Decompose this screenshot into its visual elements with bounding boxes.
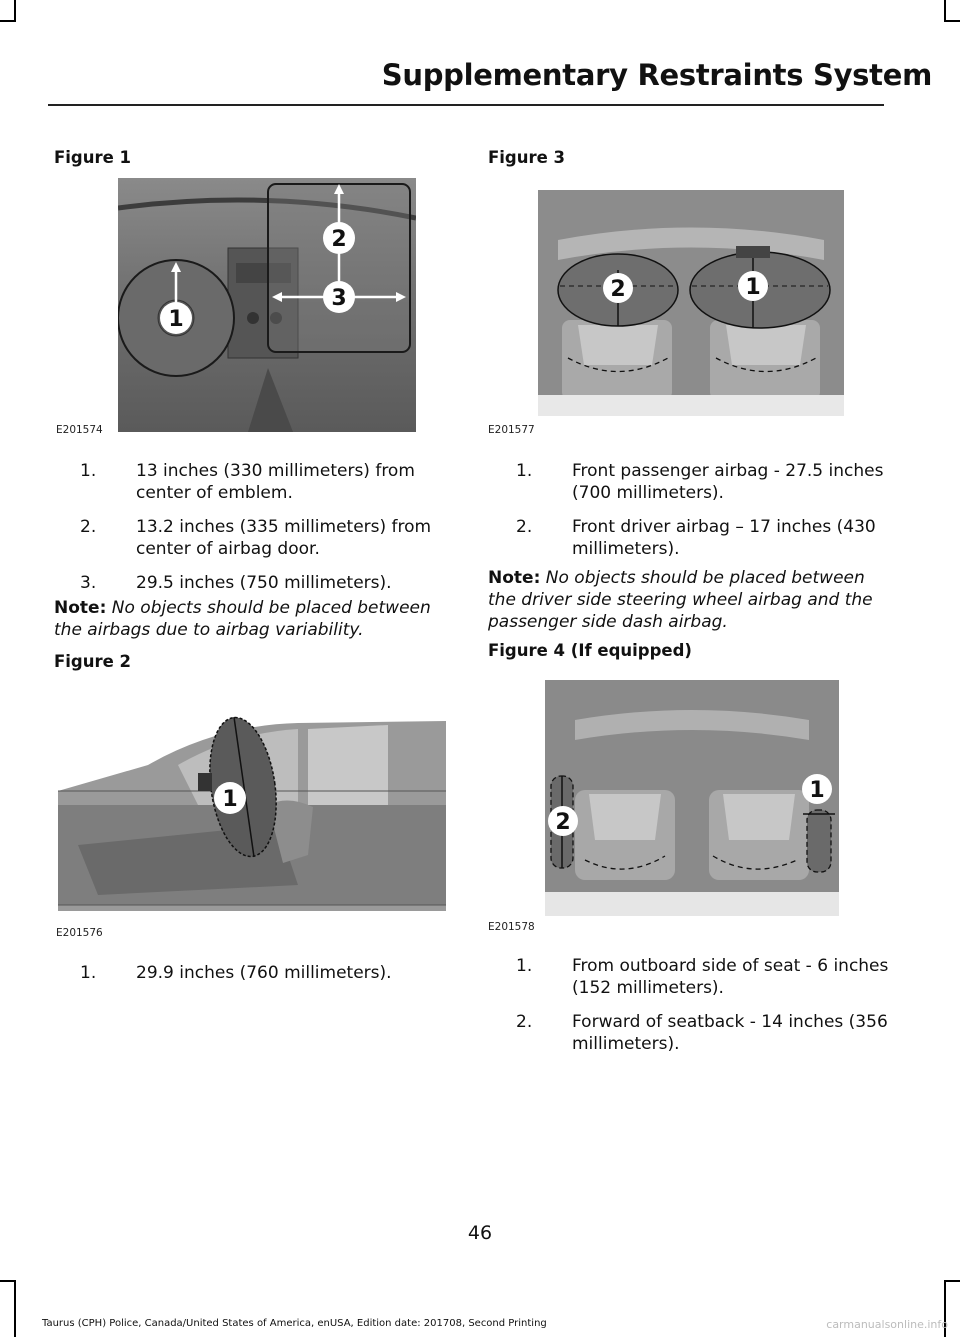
figure-3-callout-2: 2 (610, 277, 626, 302)
list-item: 3. 29.5 inches (750 millimeters). (80, 573, 392, 593)
list-item: 1. From outboard side of seat - 6 inches (152 millimeters). (516, 956, 889, 998)
page-number: 46 (467, 1222, 493, 1244)
figure-3-code: E201577 (488, 424, 535, 436)
figure-1-callout-1: 1 (168, 307, 184, 332)
crop-mark (0, 1280, 16, 1282)
figure-2-title: Figure 2 (54, 652, 132, 671)
figure-4-code: E201578 (488, 921, 535, 933)
figure-4-callout-2: 2 (555, 810, 571, 835)
figure-3-legend (490, 460, 890, 572)
figure-1-callout-3: 3 (331, 286, 347, 311)
figure-2-code: E201576 (56, 927, 103, 939)
watermark: carmanualsonline.info (826, 1318, 948, 1331)
list-item: 2. Front driver airbag – 17 inches (430 millimeters). (516, 517, 876, 559)
figure-4-callout-1: 1 (809, 778, 825, 803)
crop-mark (0, 20, 16, 22)
crop-mark (14, 1280, 16, 1337)
figure-4-illustration (545, 680, 839, 916)
figure-3-illustration (538, 190, 844, 416)
figure-3-callout-1: 1 (745, 275, 761, 300)
figure-2-callout-1: 1 (222, 787, 238, 812)
list-item: 1. Front passenger airbag - 27.5 inches (700 millimeters). (516, 461, 884, 503)
figure-4-legend (490, 955, 890, 1067)
list-item: 2. Forward of seatback - 14 inches (356 millimeters). (516, 1012, 888, 1054)
figure-1-illustration (118, 178, 416, 432)
crop-mark (14, 0, 16, 20)
figure-2-illustration (58, 695, 446, 911)
figure-1-code: E201574 (56, 424, 103, 436)
note-1: Note: No objects should be placed between the airbags due to airbag variability. (54, 598, 431, 640)
figure-3-title: Figure 3 (488, 148, 566, 167)
crop-mark (944, 0, 946, 20)
figure-1-title: Figure 1 (54, 148, 132, 167)
crop-mark (944, 20, 960, 22)
list-item: 1. 29.9 inches (760 millimeters). (80, 963, 392, 983)
figure-4-title: Figure 4 (If equipped) (488, 641, 692, 660)
note-2: Note: No objects should be placed between the driver side steering wheel airbag and the passenger side dash airbag. (488, 568, 873, 632)
figure-2-legend (54, 962, 454, 996)
figure-1-legend (54, 460, 454, 606)
figure-1-callout-2: 2 (331, 227, 347, 252)
crop-mark (944, 1280, 960, 1282)
page-title: Supplementary Restraints System (381, 58, 932, 92)
list-item: 1. 13 inches (330 millimeters) from center of emblem. (80, 461, 415, 503)
footer-text: Taurus (CPH) Police, Canada/United States of America, enUSA, Edition date: 201708, Second Printing (42, 1318, 547, 1329)
list-item: 2. 13.2 inches (335 millimeters) from center of airbag door. (80, 517, 432, 559)
header-divider (48, 104, 884, 106)
